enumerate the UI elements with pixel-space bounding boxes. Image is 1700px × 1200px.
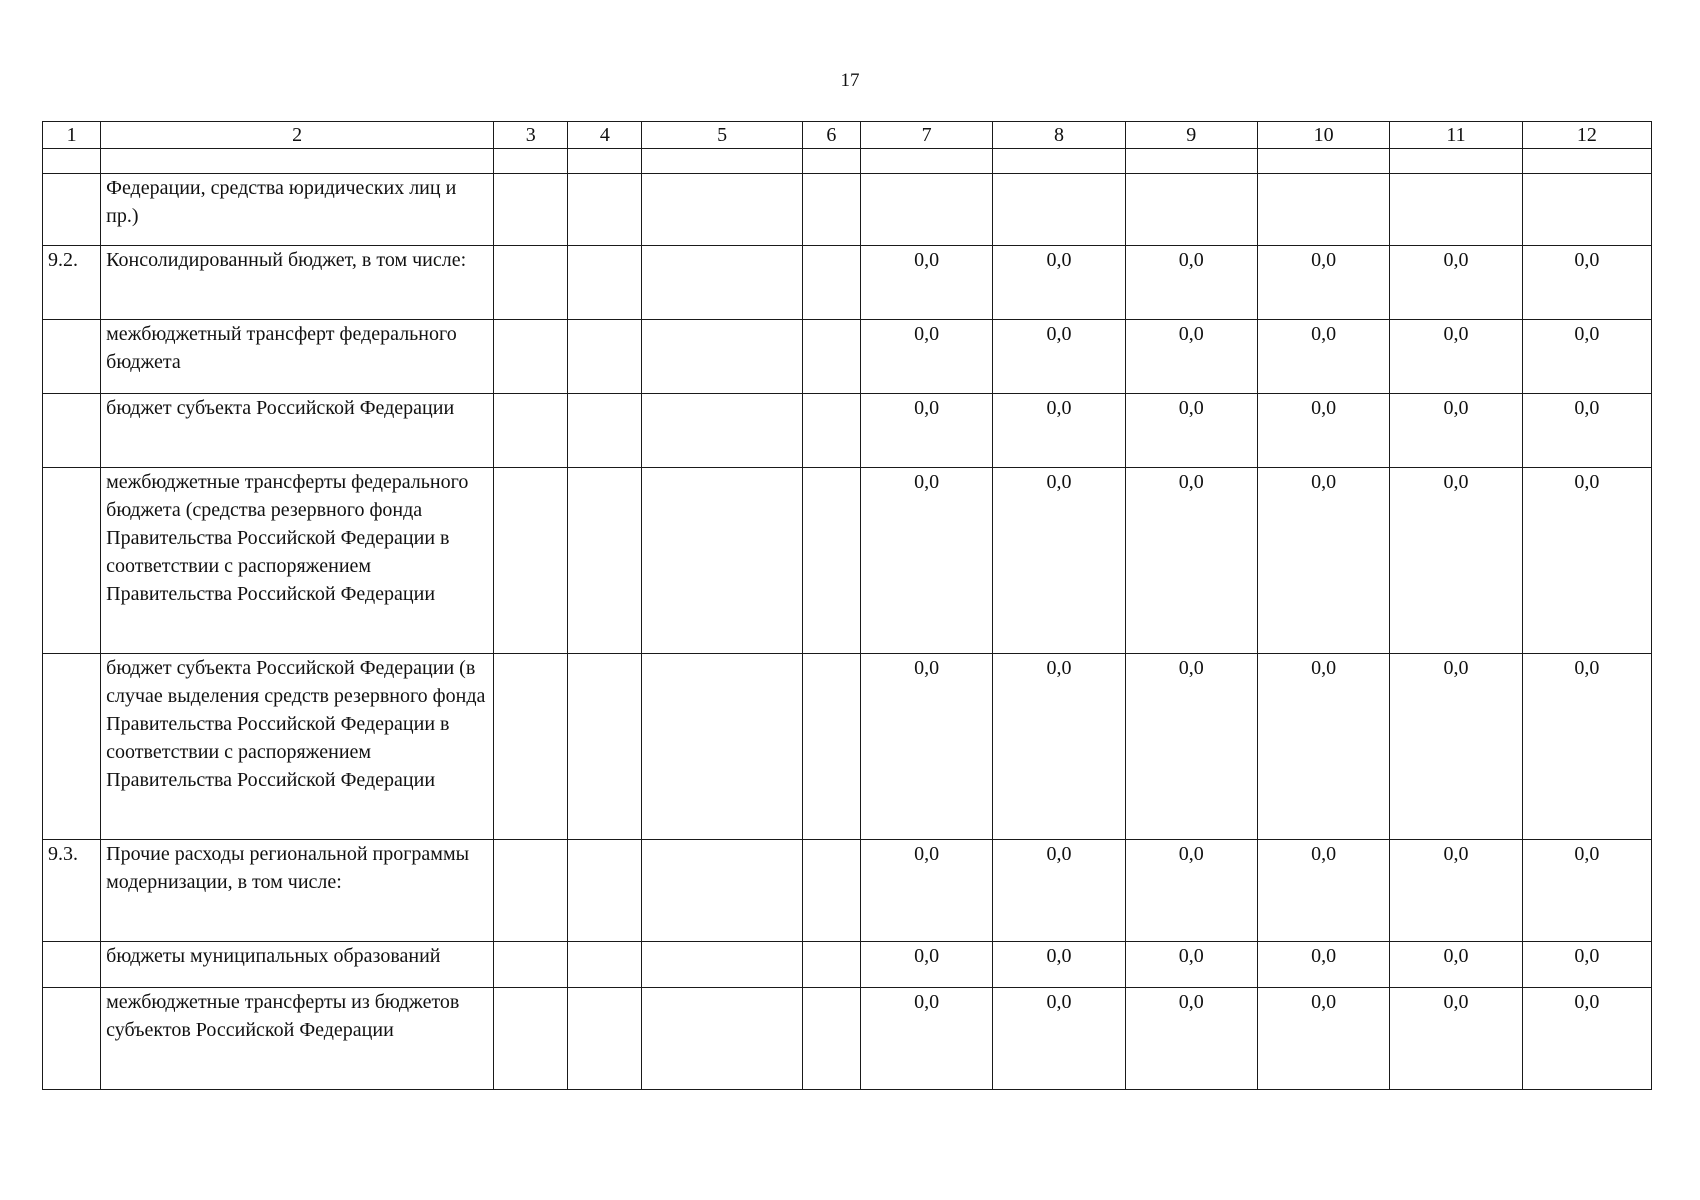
- empty-cell: [494, 149, 568, 174]
- empty-cell: [1125, 149, 1257, 174]
- value-cell: [1125, 174, 1257, 246]
- column-header: 4: [568, 122, 642, 149]
- value-cell: 0,0: [993, 394, 1125, 468]
- empty-cell: [494, 942, 568, 988]
- table-row: [43, 988, 1652, 1090]
- column-header: 9: [1125, 122, 1257, 149]
- empty-cell: [860, 149, 992, 174]
- value-cell: 0,0: [860, 942, 992, 988]
- empty-cell: [568, 988, 642, 1090]
- row-label: межбюджетные трансферты федерального бюджета (средства резервного фонда Правительства Российской Федерации в соответствии с распоряжением Правительства Российской Федерации: [101, 468, 494, 654]
- empty-cell: [494, 840, 568, 942]
- table-row: [43, 942, 1652, 988]
- empty-cell: [568, 942, 642, 988]
- table-row: [43, 394, 1652, 468]
- budget-table: [42, 121, 1652, 1090]
- row-code: [43, 942, 101, 988]
- empty-cell: [568, 468, 642, 654]
- value-cell: 0,0: [1390, 654, 1522, 840]
- value-cell: 0,0: [1390, 942, 1522, 988]
- column-header: 1: [43, 122, 101, 149]
- value-cell: 0,0: [1125, 394, 1257, 468]
- row-code: 9.2.: [43, 246, 101, 320]
- value-cell: 0,0: [1257, 654, 1389, 840]
- row-label: бюджет субъекта Российской Федерации: [101, 394, 494, 468]
- empty-cell: [802, 988, 860, 1090]
- column-header: 8: [993, 122, 1125, 149]
- value-cell: 0,0: [1257, 988, 1389, 1090]
- value-cell: 0,0: [993, 988, 1125, 1090]
- table-row: [43, 468, 1652, 654]
- value-cell: 0,0: [1257, 246, 1389, 320]
- row-code: [43, 394, 101, 468]
- value-cell: [1257, 174, 1389, 246]
- empty-cell: [642, 840, 802, 942]
- row-label: Прочие расходы региональной программы модернизации, в том числе:: [101, 840, 494, 942]
- column-header: 5: [642, 122, 802, 149]
- value-cell: 0,0: [860, 246, 992, 320]
- empty-cell: [1522, 149, 1651, 174]
- value-cell: 0,0: [1257, 394, 1389, 468]
- column-header: 6: [802, 122, 860, 149]
- value-cell: 0,0: [1522, 840, 1651, 942]
- row-label: межбюджетные трансферты из бюджетов субъектов Российской Федерации: [101, 988, 494, 1090]
- empty-cell: [802, 942, 860, 988]
- empty-cell: [642, 942, 802, 988]
- value-cell: 0,0: [1390, 468, 1522, 654]
- row-code: 9.3.: [43, 840, 101, 942]
- value-cell: 0,0: [993, 320, 1125, 394]
- empty-cell: [568, 654, 642, 840]
- column-header: 10: [1257, 122, 1389, 149]
- empty-cell: [494, 654, 568, 840]
- value-cell: 0,0: [860, 988, 992, 1090]
- table-row: [43, 654, 1652, 840]
- empty-cell: [802, 320, 860, 394]
- value-cell: 0,0: [1522, 468, 1651, 654]
- value-cell: 0,0: [1125, 468, 1257, 654]
- value-cell: 0,0: [860, 654, 992, 840]
- empty-cell: [802, 840, 860, 942]
- column-header: 7: [860, 122, 992, 149]
- empty-cell: [642, 394, 802, 468]
- value-cell: [1522, 174, 1651, 246]
- blank-row: [43, 149, 1652, 174]
- empty-cell: [494, 320, 568, 394]
- page-number: 17: [840, 70, 860, 91]
- value-cell: 0,0: [860, 320, 992, 394]
- column-number-row: [43, 122, 1652, 149]
- row-code: [43, 654, 101, 840]
- value-cell: 0,0: [1125, 320, 1257, 394]
- empty-cell: [642, 174, 802, 246]
- empty-cell: [802, 654, 860, 840]
- value-cell: 0,0: [993, 654, 1125, 840]
- column-header: 2: [101, 122, 494, 149]
- row-label: межбюджетный трансферт федерального бюджета: [101, 320, 494, 394]
- empty-cell: [802, 468, 860, 654]
- empty-cell: [642, 149, 802, 174]
- row-code: [43, 320, 101, 394]
- column-header: 12: [1522, 122, 1651, 149]
- value-cell: [1390, 174, 1522, 246]
- empty-cell: [642, 246, 802, 320]
- value-cell: 0,0: [1257, 320, 1389, 394]
- table-row: [43, 840, 1652, 942]
- table-row: [43, 320, 1652, 394]
- value-cell: 0,0: [1390, 394, 1522, 468]
- row-label: Федерации, средства юридических лиц и пр.): [101, 174, 494, 246]
- value-cell: 0,0: [860, 840, 992, 942]
- value-cell: 0,0: [1125, 988, 1257, 1090]
- empty-cell: [642, 654, 802, 840]
- table-row: [43, 174, 1652, 246]
- value-cell: 0,0: [1390, 840, 1522, 942]
- empty-cell: [802, 394, 860, 468]
- empty-cell: [568, 149, 642, 174]
- value-cell: 0,0: [1125, 654, 1257, 840]
- empty-cell: [43, 149, 101, 174]
- row-code: [43, 468, 101, 654]
- value-cell: 0,0: [993, 468, 1125, 654]
- table-row: [43, 246, 1652, 320]
- column-header: 3: [494, 122, 568, 149]
- empty-cell: [568, 246, 642, 320]
- value-cell: 0,0: [993, 942, 1125, 988]
- empty-cell: [802, 149, 860, 174]
- value-cell: 0,0: [1522, 394, 1651, 468]
- value-cell: 0,0: [1390, 246, 1522, 320]
- value-cell: 0,0: [860, 468, 992, 654]
- value-cell: 0,0: [1522, 654, 1651, 840]
- row-label: бюджет субъекта Российской Федерации (в случае выделения средств резервного фонда Правительства Российской Федерации в соответствии с распоряжением Правительства Российской Федерации: [101, 654, 494, 840]
- value-cell: 0,0: [1390, 988, 1522, 1090]
- empty-cell: [568, 394, 642, 468]
- empty-cell: [101, 149, 494, 174]
- row-code: [43, 174, 101, 246]
- value-cell: 0,0: [1257, 840, 1389, 942]
- column-header: 11: [1390, 122, 1522, 149]
- empty-cell: [1257, 149, 1389, 174]
- empty-cell: [993, 149, 1125, 174]
- value-cell: 0,0: [1522, 320, 1651, 394]
- empty-cell: [494, 174, 568, 246]
- empty-cell: [494, 246, 568, 320]
- value-cell: 0,0: [1125, 942, 1257, 988]
- value-cell: 0,0: [993, 840, 1125, 942]
- empty-cell: [494, 468, 568, 654]
- value-cell: [860, 174, 992, 246]
- empty-cell: [802, 174, 860, 246]
- value-cell: 0,0: [1125, 840, 1257, 942]
- row-label: бюджеты муниципальных образований: [101, 942, 494, 988]
- empty-cell: [642, 468, 802, 654]
- value-cell: 0,0: [1522, 988, 1651, 1090]
- value-cell: 0,0: [1125, 246, 1257, 320]
- empty-cell: [642, 988, 802, 1090]
- empty-cell: [494, 988, 568, 1090]
- value-cell: 0,0: [1257, 942, 1389, 988]
- value-cell: 0,0: [1522, 942, 1651, 988]
- value-cell: 0,0: [1522, 246, 1651, 320]
- empty-cell: [568, 174, 642, 246]
- empty-cell: [642, 320, 802, 394]
- value-cell: [993, 174, 1125, 246]
- empty-cell: [494, 394, 568, 468]
- empty-cell: [568, 320, 642, 394]
- value-cell: 0,0: [993, 246, 1125, 320]
- row-label: Консолидированный бюджет, в том числе:: [101, 246, 494, 320]
- row-code: [43, 988, 101, 1090]
- empty-cell: [1390, 149, 1522, 174]
- value-cell: 0,0: [1390, 320, 1522, 394]
- empty-cell: [802, 246, 860, 320]
- empty-cell: [568, 840, 642, 942]
- value-cell: 0,0: [860, 394, 992, 468]
- value-cell: 0,0: [1257, 468, 1389, 654]
